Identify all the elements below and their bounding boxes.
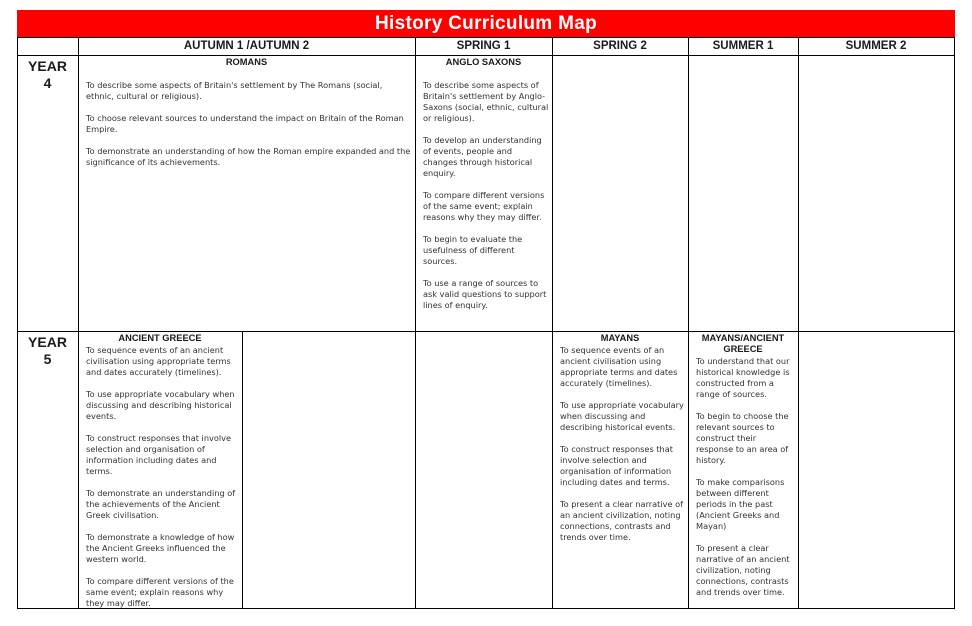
objective: To make comparisons between different periods in the past (Ancient Greeks and Mayan) xyxy=(696,477,785,531)
topic-mayans-ancient-greece: MAYANS/ANCIENT GREECE xyxy=(701,333,785,354)
objective: To sequence events of an ancient civilisation using appropriate terms and dates accurately (timelines). xyxy=(560,345,678,388)
topic-anglo-saxons: ANGLO SAXONS xyxy=(445,57,522,67)
objectives-anglo-saxons xyxy=(423,80,549,322)
year-number: 5 xyxy=(43,351,52,367)
objectives-romans xyxy=(86,80,411,179)
col-divider-spring2 xyxy=(552,37,553,609)
autumn-subdivider xyxy=(242,331,243,609)
objective: To develop an understanding of events, people and changes through historical enquiry. xyxy=(423,135,542,178)
year-word: YEAR xyxy=(28,58,67,74)
objective: To describe some aspects of Britain's settlement by The Romans (social, ethnic, cultural or religious). xyxy=(86,80,383,101)
objectives-mayans xyxy=(560,345,685,554)
topic-mayans: MAYANS xyxy=(600,333,640,343)
year-word: YEAR xyxy=(28,334,67,350)
page-title: History Curriculum Map xyxy=(17,10,955,37)
objective: To choose relevant sources to understand the impact on Britain of the Roman Empire. xyxy=(86,113,404,134)
objective: To sequence events of an ancient civilisation using appropriate terms and dates accurately (timelines). xyxy=(86,345,231,377)
col-divider-year xyxy=(78,37,79,609)
col-divider-summer1 xyxy=(688,37,689,609)
objective: To use appropriate vocabulary when discussing and describing historical events. xyxy=(86,389,235,421)
objectives-ancient-greece xyxy=(86,345,238,620)
column-header-spring2: SPRING 2 xyxy=(593,40,647,52)
table-border-right xyxy=(954,37,955,609)
column-header-summer2: SUMMER 2 xyxy=(845,40,907,52)
objective: To begin to choose the relevant sources to construct their response to an area of history. xyxy=(696,411,789,465)
objective: To use a range of sources to ask valid questions to support lines of enquiry. xyxy=(423,278,547,310)
objective: To construct responses that involve selection and organisation of information including dates and terms. xyxy=(86,433,232,476)
objective: To describe some aspects of Britain's settlement by Anglo-Saxons (social, ethnic, cultural or religious). xyxy=(423,80,549,123)
objective: To present a clear narrative of an ancient civilization, noting connections, contrasts and trends over time. xyxy=(696,543,790,597)
table-border-left xyxy=(17,37,18,609)
col-divider-spring1 xyxy=(415,37,416,609)
objective: To demonstrate an understanding of how the Roman empire expanded and the significance of its achievements. xyxy=(86,146,411,167)
column-header-summer1: SUMMER 1 xyxy=(712,40,774,52)
year-number: 4 xyxy=(43,75,52,91)
objective: To begin to evaluate the usefulness of different sources. xyxy=(423,234,523,266)
objective: To present a clear narrative of an ancient civilization, noting connections, contrasts and trends over time. xyxy=(560,499,684,542)
column-header-autumn: AUTUMN 1 /AUTUMN 2 xyxy=(183,40,310,52)
column-header-spring1: SPRING 1 xyxy=(456,40,511,52)
objective: To use appropriate vocabulary when discussing and describing historical events. xyxy=(560,400,684,432)
objective: To demonstrate a knowledge of how the Ancient Greeks influenced the western world. xyxy=(86,532,235,564)
topic-romans: ROMANS xyxy=(225,57,268,67)
header-row-divider xyxy=(17,55,955,56)
objectives-mayans-ancient-greece xyxy=(696,356,794,609)
objective: To understand that our historical knowledge is constructed from a range of sources. xyxy=(696,356,790,399)
objective: To demonstrate an understanding of the achievements of the Ancient Greek civilisation. xyxy=(86,488,236,520)
row-divider xyxy=(17,331,955,332)
topic-ancient-greece: ANCIENT GREECE xyxy=(118,333,202,343)
objective: To construct responses that involve selection and organisation of information including dates and terms. xyxy=(560,444,673,487)
objective: To compare different versions of the same event; explain reasons why they may differ. xyxy=(86,576,234,608)
objective: To compare different versions of the same event; explain reasons why they may differ. xyxy=(423,190,545,222)
col-divider-summer2 xyxy=(798,37,799,609)
year-label-5 xyxy=(17,334,78,368)
year-label-4 xyxy=(17,58,78,92)
